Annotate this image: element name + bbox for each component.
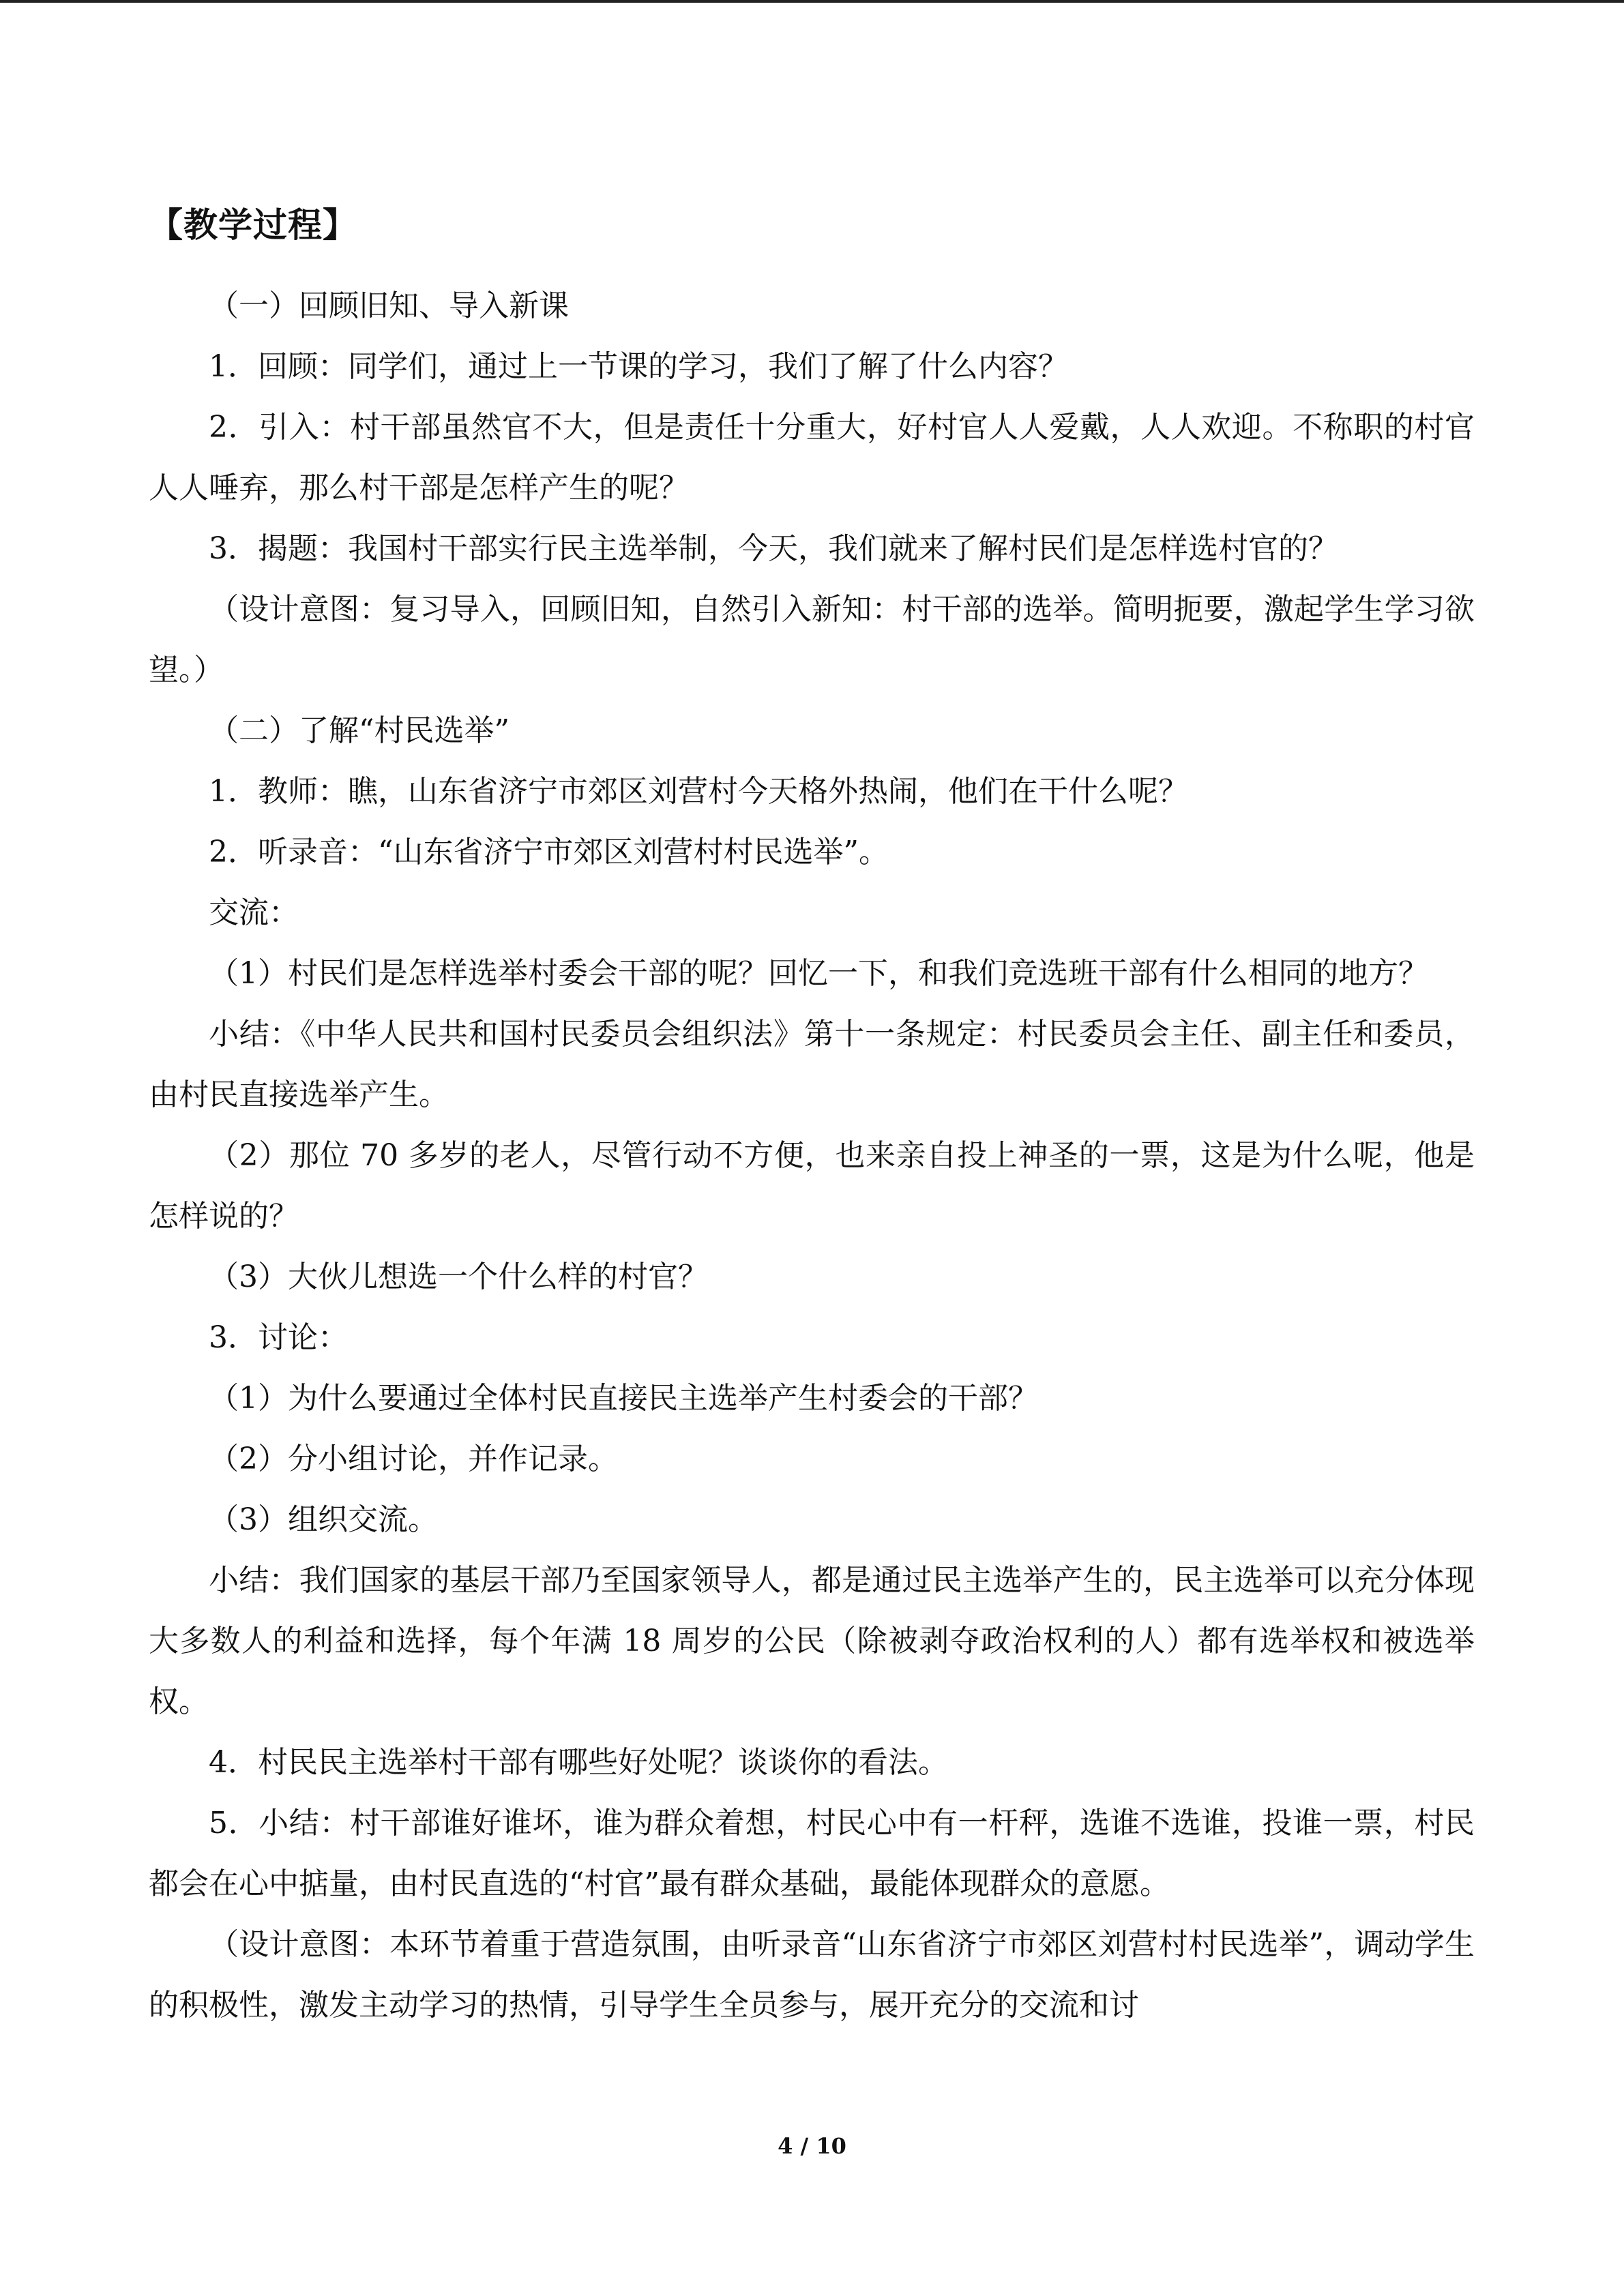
paragraph-2: 1．回顾：同学们，通过上一节课的学习，我们了解了什么内容？ <box>209 349 1068 384</box>
paragraph-18: 小结：我们国家的基层干部乃至国家领导人，都是通过民主选举产生的，民主选举可以充分体现大多数人的利益和选择，每个年满 18 周岁的公民（除被剥夺政治权利的人）都有选举权和被选举权。 <box>149 1563 1475 1719</box>
paragraph-1: （一）回顾旧知、导入新课 <box>209 288 569 323</box>
paragraph-4: 3．揭题：我国村干部实行民主选举制，今天，我们就来了解村民们是怎样选村官的？ <box>209 531 1338 566</box>
paragraph-12: （2）那位 70 多岁的老人，尽管行动不方便，也来亲自投上神圣的一票，这是为什么呢，他是怎样说的？ <box>149 1138 1475 1234</box>
section-heading: 【教学过程】 <box>149 205 357 245</box>
paragraph-5: （设计意图：复习导入，回顾旧知，自然引入新知：村干部的选举。简明扼要，激起学生学习欲望。） <box>149 592 1475 687</box>
paragraph-3: 2．引入：村干部虽然官不大，但是责任十分重大，好村官人人爱戴，人人欢迎。不称职的村官人人唾弃，那么村干部是怎样产生的呢？ <box>149 410 1475 505</box>
paragraph-7: 1．教师：瞧，山东省济宁市郊区刘营村今天格外热闹，他们在干什么呢？ <box>209 774 1188 809</box>
paragraph-20: 5．小结：村干部谁好谁坏，谁为群众着想，村民心中有一杆秤，选谁不选谁，投谁一票，村民都会在心中掂量，由村民直选的“村官”最有群众基础，最能体现群众的意愿。 <box>149 1806 1475 1901</box>
paragraph-19: 4．村民民主选举村干部有哪些好处呢？谈谈你的看法。 <box>209 1745 948 1780</box>
paragraph-9: 交流： <box>209 895 299 930</box>
page-number: 4 / 10 <box>778 2133 846 2159</box>
paragraph-16: （2）分小组讨论，并作记录。 <box>209 1442 618 1476</box>
paragraph-14: 3．讨论： <box>209 1320 348 1355</box>
document-page <box>149 205 1475 2036</box>
paragraph-10: （1）村民们是怎样选举村委会干部的呢？回忆一下，和我们竞选班干部有什么相同的地方？ <box>209 956 1428 991</box>
top-border-line <box>0 0 1624 3</box>
paragraph-11: 小结：《中华人民共和国村民委员会组织法》第十一条规定：村民委员会主任、副主任和委员，由村民直接选举产生。 <box>149 1017 1475 1112</box>
paragraph-21: （设计意图：本环节着重于营造氛围，由听录音“山东省济宁市郊区刘营村村民选举”，调动学生的积极性，激发主动学习的热情，引导学生全员参与，展开充分的交流和讨 <box>149 1927 1475 2023</box>
paragraph-8: 2．听录音：“山东省济宁市郊区刘营村村民选举”。 <box>209 835 889 869</box>
paragraph-15: （1）为什么要通过全体村民直接民主选举产生村委会的干部？ <box>209 1381 1038 1416</box>
paragraph-17: （3）组织交流。 <box>209 1502 438 1537</box>
paragraph-13: （3）大伙儿想选一个什么样的村官？ <box>209 1259 708 1294</box>
paragraph-6: （二）了解“村民选举” <box>209 713 510 748</box>
